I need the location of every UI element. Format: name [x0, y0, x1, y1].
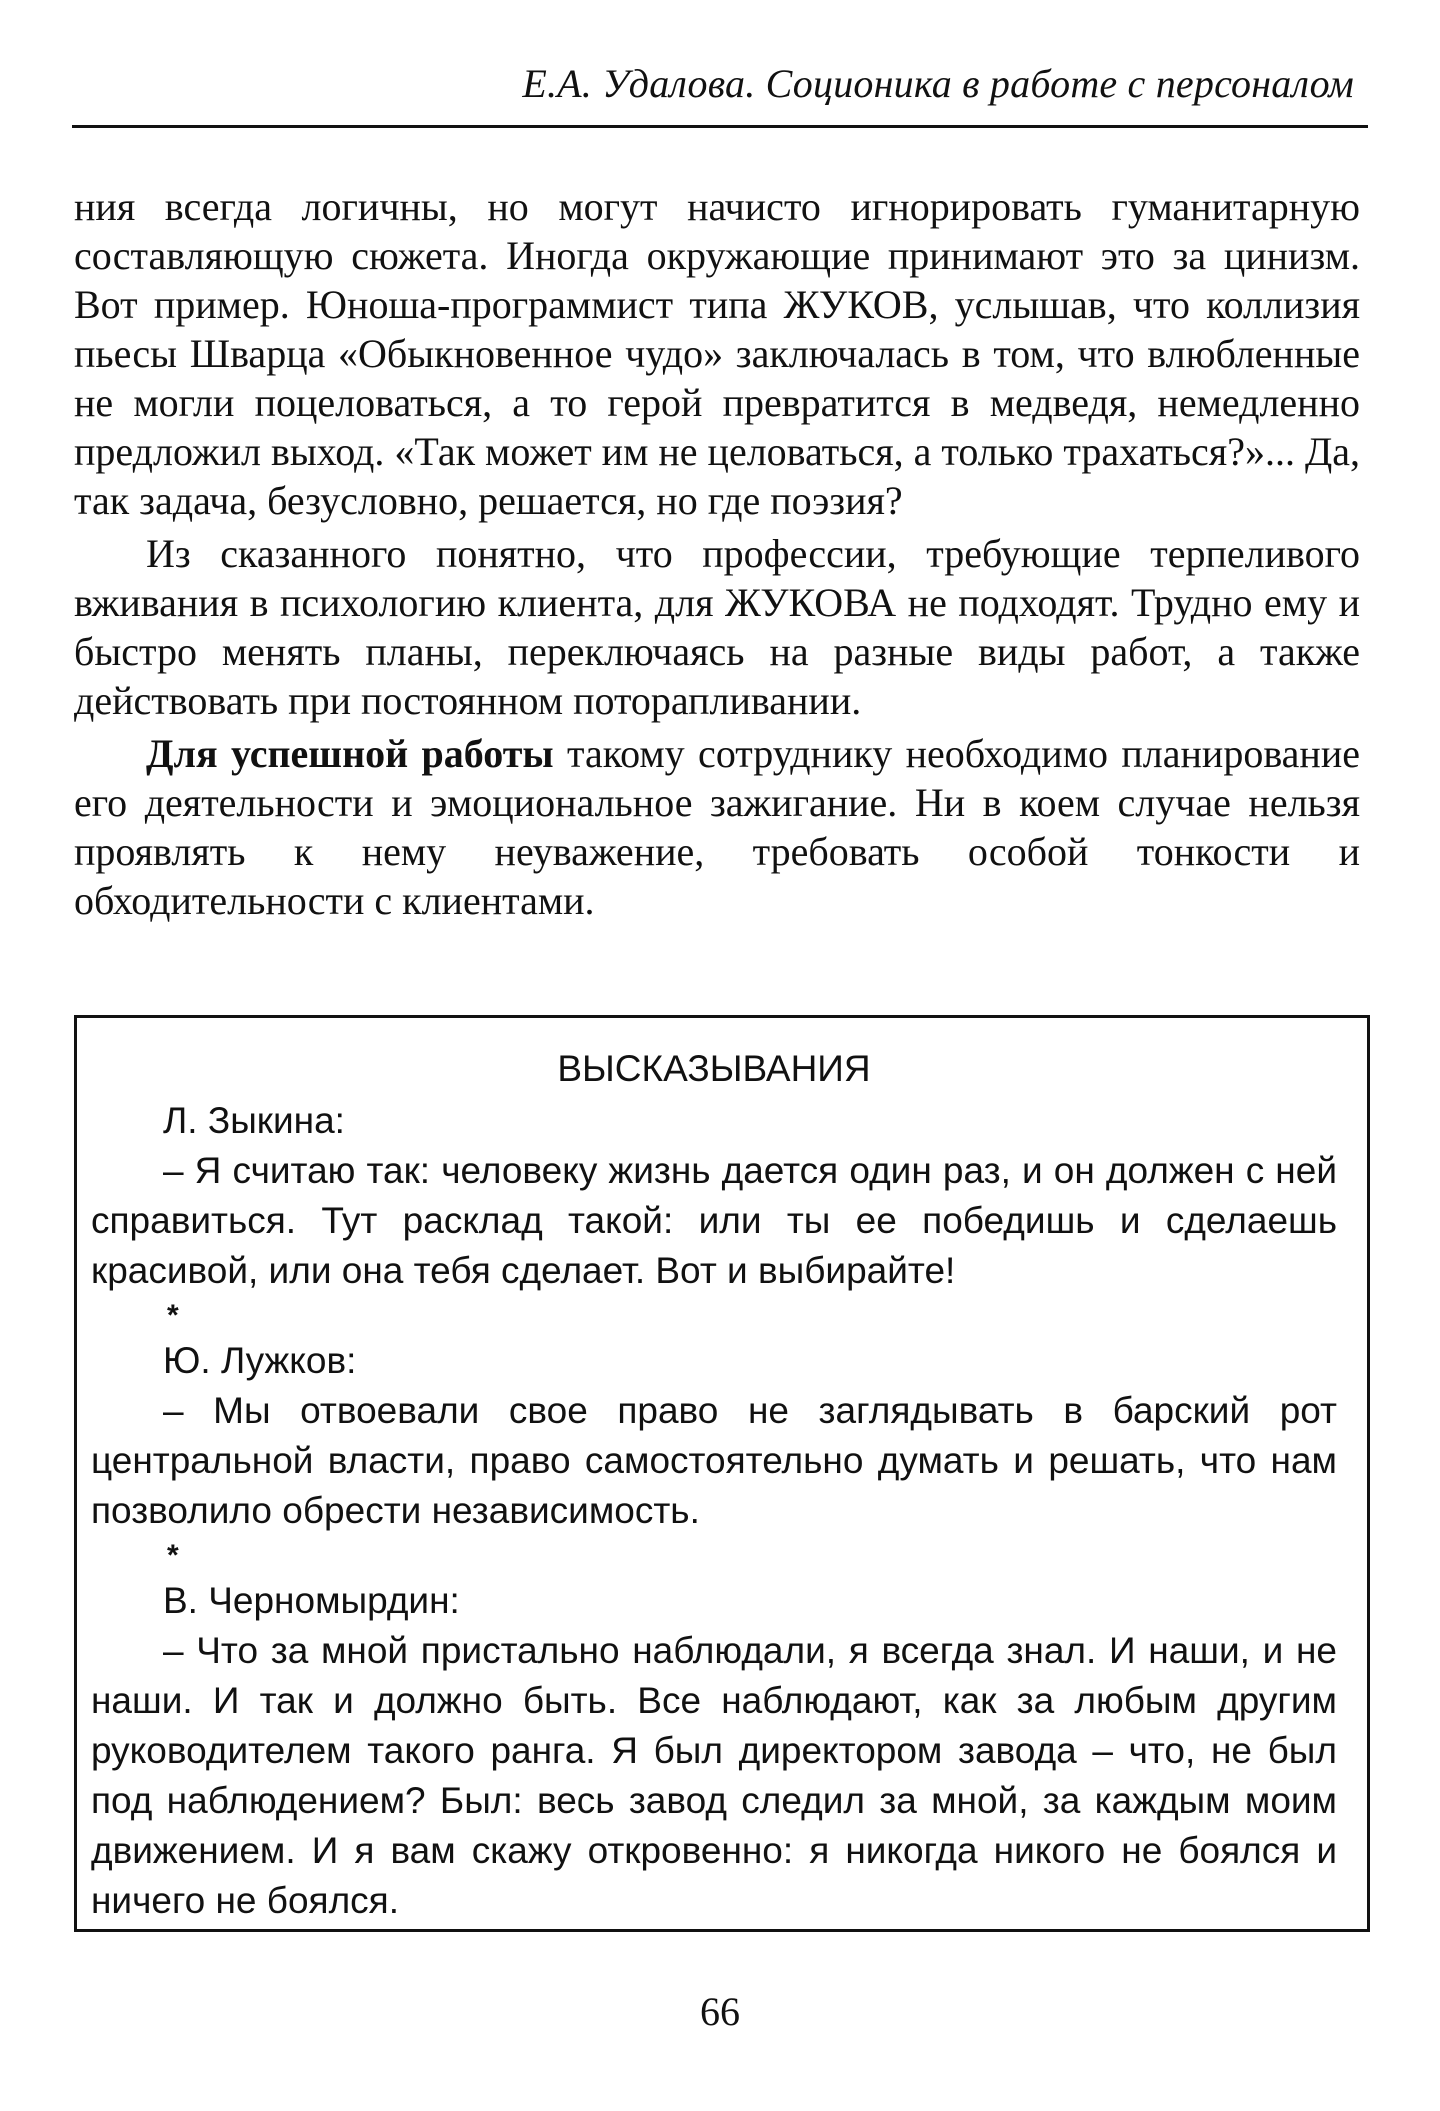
quotes-box: [74, 1015, 1370, 1932]
quote-text-1: – Я считаю так: человеку жизнь дается один раз, и он должен с ней справиться. Тут расклад такой: или ты ее победишь и сделаешь красивой, или она тебя сделает. Вот и выбирайте!: [91, 1150, 1337, 1291]
quote-separator-2: *: [167, 1539, 179, 1572]
paragraph-3-rest: такому сотруднику необходимо планирование его деятельности и эмоциональное зажигание. Ни в коем случае нельзя проявлять к нему неуважение, требовать особой тонкости и обходительности с клиентами.: [74, 731, 1360, 923]
paragraph-1: ния всегда логичны, но могут начисто игнорировать гуманитарную составляющую сюжета. Иногда окружающие принимают это за цинизм. Вот пример. Юноша-программист типа ЖУКОВ, услышав, что коллизия пьесы Шварца «Обыкновенное чудо» заключалась в том, что влюбленные не могли поцеловаться, а то герой превратится в медведя, немедленно предложил выход. «Так может им не целоваться, а только трахаться?»... Да, так задача, безусловно, решается, но где поэзия?: [74, 184, 1360, 523]
quote-text-2: – Мы отвоевали свое право не заглядывать в барский рот центральной власти, право самостоятельно думать и решать, что нам позволило обрести независимость.: [91, 1390, 1337, 1531]
quote-text-3: – Что за мной пристально наблюдали, я всегда знал. И наши, и не наши. И так и должно быть. Все наблюдают, как за любым другим руководителем такого ранга. Я был директором завода – что, не был под наблюдением? Был: весь завод следил за мной, за каждым моим движением. И я вам скажу откровенно: я никогда никого не боялся и ничего не боялся.: [91, 1630, 1337, 1921]
paragraph-2: Из сказанного понятно, что профессии, требующие терпеливого вживания в психологию клиента, для ЖУКОВА не подходят. Трудно ему и быстро менять планы, переключаясь на разные виды работ, а также действовать при постоянном поторапливании.: [74, 531, 1360, 723]
quote-author-2: Ю. Лужков:: [163, 1340, 357, 1381]
page-number: 66: [700, 1989, 740, 2034]
quote-separator-1: *: [167, 1299, 179, 1332]
running-title: Е.А. Удалова. Соционика в работе с персоналом: [522, 61, 1354, 106]
paragraph-3-bold-lead: Для успешной работы: [146, 731, 554, 776]
quotes-box-title: ВЫСКАЗЫВАНИЯ: [557, 1048, 871, 1089]
running-header: [72, 56, 1368, 128]
paragraph-3: [74, 729, 1360, 925]
quote-author-1: Л. Зыкина:: [163, 1100, 345, 1141]
main-text: [74, 182, 1360, 925]
quote-author-3: В. Черномырдин:: [163, 1580, 460, 1621]
